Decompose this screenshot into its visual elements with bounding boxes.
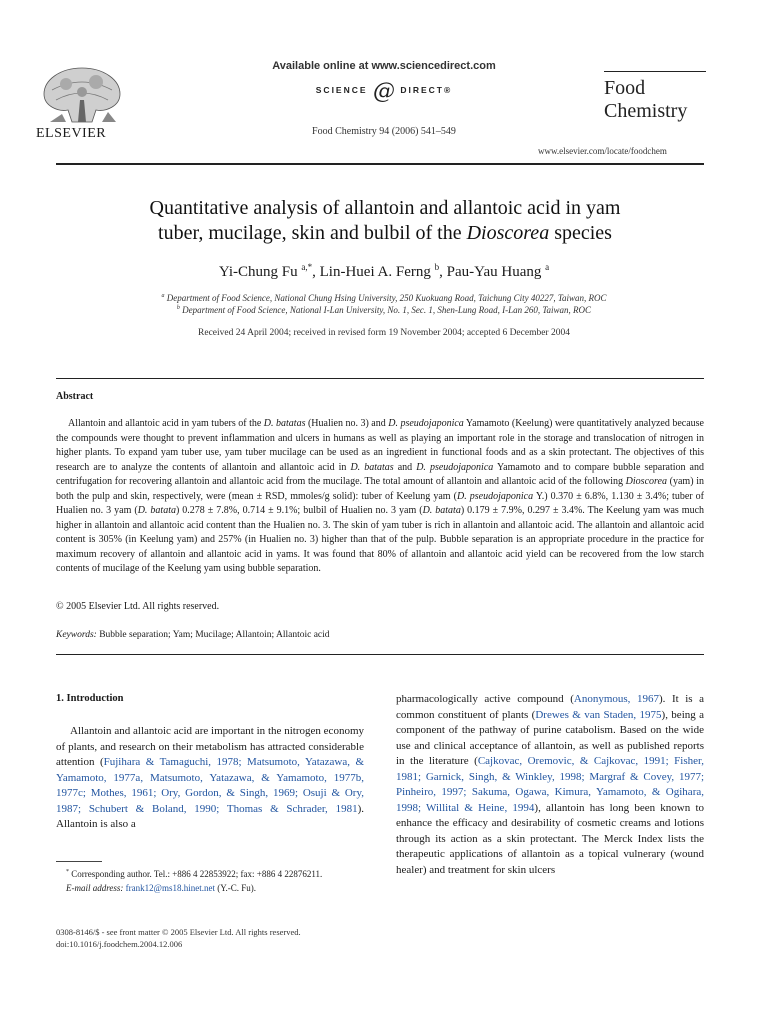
intro-column-left: Allantoin and allantoic acid are important in the nitrogen economy of plants, and research on their metabolism has attracted considerable attention (Fujihara & Tamaguchi, 1978; Matsumoto, Yatazawa, & Yamamoto, 1977a, Matsumoto, Yatazawa, & Yamamoto, 1977b, 1977c; Mothes, 1961; Ory, Gordon, & Singh, 1969; Osuji & Ory, 1987; Schubert & Boland, 1990; Thomas & Schrader, 1981). Allantoin is also a <box>56 725 364 830</box>
journal-title-line1: Food <box>604 77 646 99</box>
author-name: Lin-Huei A. Ferng <box>319 264 431 280</box>
sciencedirect-at-icon: @ <box>372 79 395 104</box>
email-label: E-mail address: <box>66 883 124 893</box>
title-text-end: species <box>549 222 612 244</box>
header-rule <box>56 163 704 165</box>
keywords-label: Keywords: <box>56 630 97 640</box>
author-name: Yi-Chung Fu <box>218 264 298 280</box>
corresponding-text: Corresponding author. Tel.: +886 4 22853922; fax: +886 4 22876211. <box>71 869 323 879</box>
affiliation-text: Department of Food Science, National I-Lan University, No. 1, Sec. 1, Shen-Lung Road, I-Lan 260, Taiwan, ROC <box>182 305 592 315</box>
abstract-bottom-rule <box>56 654 704 655</box>
intro-column-right: pharmacologically active compound (Anonymous, 1967). It is a common constituent of plants (Drewes & van Staden, 1975), being a component of the pathway of purine catabolism. Based on the wide use and clinical acceptance of allantoin, as well as published reports in the literature (Cajkovac, Oremovic, & Cajkovac, 1991; Fisher, 1981; Garnick, Singh, & Winkley, 1998; Margraf & Covey, 1977; Pinheiro, 1997; Sakuma, Ogawa, Kimura, Yamamoto, & Ogihara, 1998; Willital & Heine, 1994), allantoin has long been known to enhance the efficacy and desirability of cosmetic creams and lotions through its action as a skin protectant. The Merck Index lists the therapeutic applications of allantoin as a topical vulnerary (wound healer) and treatment for skin ulcers <box>396 693 705 876</box>
journal-url[interactable]: www.elsevier.com/locate/foodchem <box>538 146 667 156</box>
email-suffix: (Y.-C. Fu). <box>214 883 257 893</box>
article-title <box>60 196 710 246</box>
article-title-line2 <box>60 221 710 246</box>
corresponding-footnote: * Corresponding author. Tel.: +886 4 22853922; fax: +886 4 22876211. E-mail address: frank12@ms18.hinet.net (Y.-C. Fu). <box>66 869 323 893</box>
keywords <box>56 630 330 640</box>
author-list: Yi-Chung Fu $^{a,*}$, Lin-Huei A. Ferng $^b$, Pau-Yau Huang $^a$ <box>218 262 550 280</box>
publisher-name: ELSEVIER <box>36 126 107 141</box>
email-link[interactable]: frank12@ms18.hinet.net <box>125 883 215 893</box>
abstract-body: Allantoin and allantoic acid in yam tubers of the D. batatas (Hualien no. 3) and D. pseudojaponica Yamamoto (Keelung) were quantitatively analyzed because the compounds were thought to prevent inflammation and ulcers in humans as well as playing an important role in the storage and translocation of nitrogen in higher plants. To expand yam tuber use, yam tuber mucilage can be used as an ingredient in functional foods and as a skin protectant. The objectives of this research are to analyze the contents of allantoin and allantoic acid in D. batatas and D. pseudojaponica Yamamoto and to compare bubble separation and centrifugation for recovering allantoin and allantoic acid from the mucilage. The total amount of allantoin and allantoic acid of the following Dioscorea (yam) in both the pulp and skin, respectively, were (mean ± RSD, mmoles/g solid): tuber of Keelung yam (D. pseudojaponica Y.) 0.370 ± 6.8%, 1.130 ± 3.4%; tuber of Hualien no. 3 yam (D. batata) 0.278 ± 7.8%, 0.714 ± 9.1%; bulbil of Hualien no. 3 yam (D. batata) 0.179 ± 7.9%, 0.297 ± 3.4%. The Keelung yam was much higher in allantoin and allantoic acid content than the Hualien no. 3. The skin of yam tuber is rich in allantoin and allantoic acid. The allantoin and allantoic acid content is 305% (in Keelung yam) and 257% (in Hualien no. 3) higher than that of the pulp. Bubble separation is an appropriate procedure in the practice for maximum recovery of allantoin and allantoic acid in yams. It was found that 80% of allantoin and allantoic acid yield can be recovered from the low starch contents of mucilage of the Keelung yam using bubble separation. <box>56 418 705 574</box>
author-sup: b <box>434 262 440 272</box>
author-sup: a <box>545 262 550 272</box>
section-heading-introduction: 1. Introduction <box>56 693 124 704</box>
received-dates: Received 24 April 2004; received in revised form 19 November 2004; accepted 6 December 2004 <box>198 328 570 338</box>
affiliation-b <box>0 305 768 315</box>
doi-line[interactable]: doi:10.1016/j.foodchem.2004.12.006 <box>56 939 183 949</box>
abstract-heading: Abstract <box>56 391 94 402</box>
available-online-text[interactable]: Available online at www.sciencedirect.com <box>272 60 496 72</box>
footnote-rule <box>56 861 102 862</box>
journal-title-rule <box>604 71 706 72</box>
affiliation-sup: a <box>161 293 165 299</box>
keywords-text: Bubble separation; Yam; Mucilage; Allantoin; Allantoic acid <box>99 630 330 640</box>
affiliation-text: Department of Food Science, National Chung Hsing University, 250 Kuokuang Road, Taichung City 40227, Taiwan, ROC <box>166 293 607 303</box>
copyright-line: © 2005 Elsevier Ltd. All rights reserved. <box>56 601 220 612</box>
author-sup: a,* <box>301 262 313 272</box>
abstract-top-rule <box>56 378 704 379</box>
journal-citation: Food Chemistry 94 (2006) 541–549 <box>312 126 456 137</box>
affiliation-sup: b <box>176 305 180 311</box>
sciencedirect-right: DIRECT® <box>400 85 453 95</box>
title-italic-genus: Dioscorea <box>466 222 550 244</box>
article-title-line1: Quantitative analysis of allantoin and allantoic acid in yam <box>149 197 621 219</box>
journal-title <box>604 77 687 123</box>
issn-line: 0308-8146/$ - see front matter © 2005 Elsevier Ltd. All rights reserved. <box>56 927 301 937</box>
sciencedirect-left: SCIENCE <box>315 85 368 95</box>
affiliation-a <box>0 293 768 303</box>
title-text: tuber, mucilage, skin and bulbil of the <box>158 222 467 244</box>
journal-title-line2: Chemistry <box>604 100 688 122</box>
author-name: Pau-Yau Huang <box>446 264 542 280</box>
